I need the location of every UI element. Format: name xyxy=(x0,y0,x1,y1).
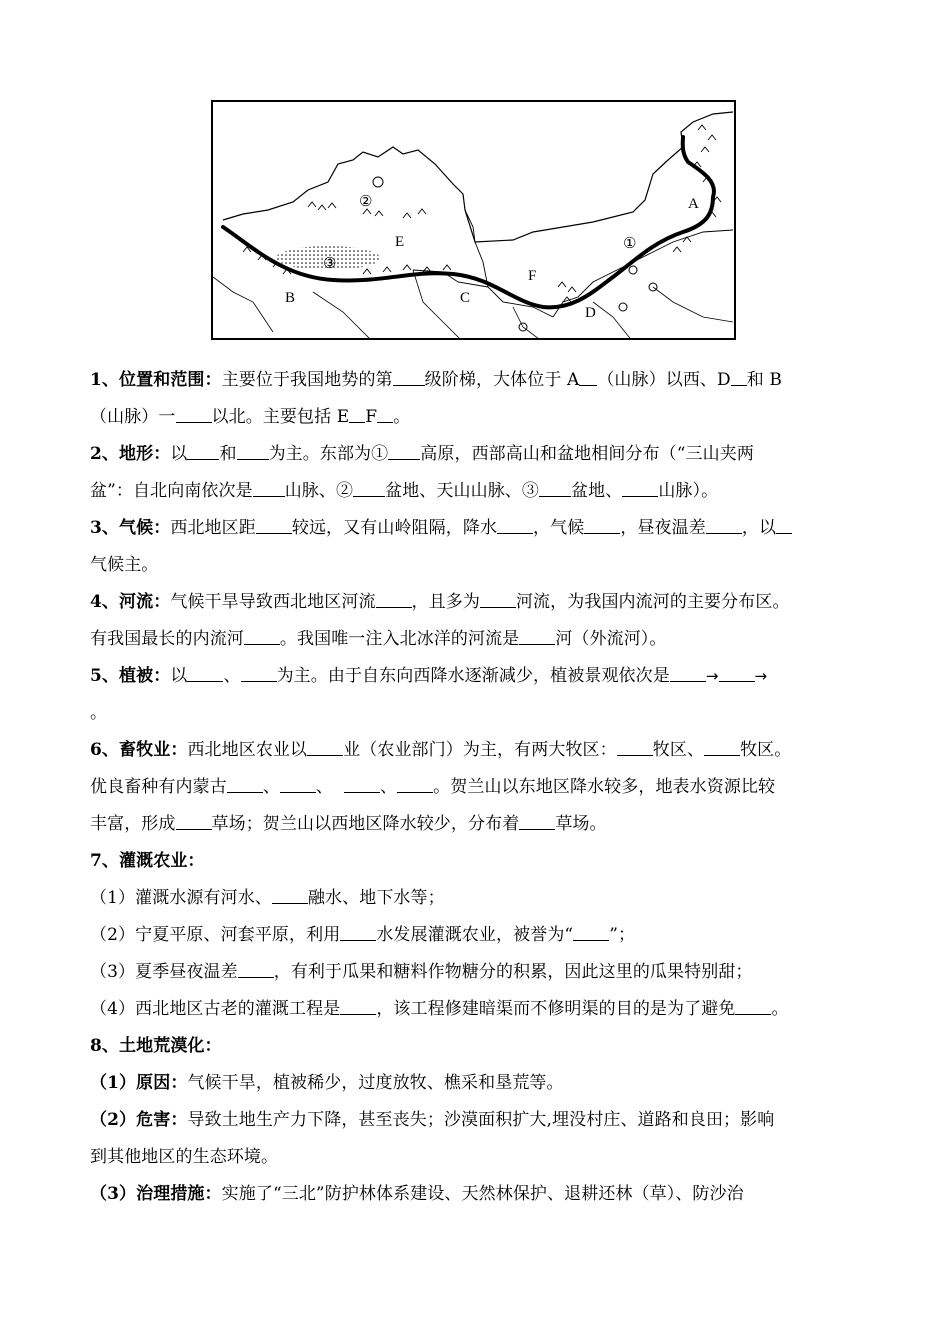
text: 盆地、 xyxy=(571,481,623,501)
answer-blank[interactable] xyxy=(176,405,212,423)
text: 丰富，形成 xyxy=(90,814,176,834)
answer-blank[interactable] xyxy=(377,405,393,423)
text: 草场。 xyxy=(555,814,607,834)
answer-blank[interactable] xyxy=(237,442,269,460)
map-label-circle-3: ③ xyxy=(323,256,337,272)
answer-blank[interactable] xyxy=(519,627,555,645)
text: 到其他地区的生态环境。 xyxy=(90,1147,279,1167)
mountain-symbols xyxy=(243,125,721,302)
text: 。 xyxy=(393,407,411,427)
text: ，昼夜温差 xyxy=(620,518,706,538)
text: 、 xyxy=(315,777,334,797)
text: 山脉）。 xyxy=(658,481,719,501)
text: 融水、地下水等； xyxy=(307,888,445,908)
answer-blank[interactable] xyxy=(241,664,277,682)
text: 为主。由于自东向西降水逐渐减少，植被景观依次是 xyxy=(276,666,670,686)
answer-blank[interactable] xyxy=(349,405,365,423)
answer-blank[interactable] xyxy=(670,664,706,682)
text: 实施了“三北”防护林体系建设、天然林保护、退耕还林（草）、防沙治 xyxy=(221,1184,744,1204)
lake-symbols xyxy=(373,177,657,331)
text: ，以 xyxy=(741,518,777,538)
map-label-B: B xyxy=(285,290,296,306)
arrow-icon: → xyxy=(754,667,768,685)
item-2-line-1 xyxy=(90,436,870,473)
answer-blank[interactable] xyxy=(497,516,533,534)
item-3-line-2 xyxy=(90,547,870,584)
answer-blank[interactable] xyxy=(256,516,292,534)
map-label-A: A xyxy=(688,196,699,212)
item-4-heading: 4、河流： xyxy=(90,592,171,612)
item-5-heading: 5、植被： xyxy=(90,666,171,686)
item-7-sub-1 xyxy=(90,880,870,917)
answer-blank[interactable] xyxy=(704,738,740,756)
answer-blank[interactable] xyxy=(244,627,280,645)
text: ，该工程修建暗渠而不修明渠的目的是为了避免 xyxy=(376,999,736,1019)
text: 。 xyxy=(90,703,108,723)
text: ，且多为 xyxy=(411,592,480,612)
item-1-line-2 xyxy=(90,399,870,436)
text: 为主。东部为① xyxy=(268,444,389,464)
text: 。 xyxy=(771,999,789,1019)
text: 、 xyxy=(380,777,398,797)
item-4-line-2 xyxy=(90,621,870,658)
answer-blank[interactable] xyxy=(344,775,380,793)
answer-blank[interactable] xyxy=(307,738,343,756)
text: 西北地区距 xyxy=(170,518,256,538)
item-3-line-1 xyxy=(90,510,870,547)
answer-blank[interactable] xyxy=(340,923,376,941)
answer-blank[interactable] xyxy=(617,738,653,756)
answer-blank[interactable] xyxy=(776,516,792,534)
map-label-D: D xyxy=(585,305,596,321)
item-8-sub-2-cont xyxy=(90,1139,870,1176)
map-label-F: F xyxy=(528,268,537,284)
text: F xyxy=(365,407,378,427)
text: 气候干旱导致西北地区河流 xyxy=(170,592,376,612)
item-6-heading: 6、畜牧业： xyxy=(90,740,188,760)
answer-blank[interactable] xyxy=(622,479,658,497)
text: 和 B xyxy=(746,370,782,390)
country-border xyxy=(223,112,733,242)
text: 。贺兰山以东地区降水较多，地表水资源比较 xyxy=(433,777,776,797)
answer-blank[interactable] xyxy=(340,997,376,1015)
text: （山脉）一 xyxy=(90,407,176,427)
text: 。我国唯一注入北冰洋的河流是 xyxy=(279,629,520,649)
answer-blank[interactable] xyxy=(579,368,597,386)
answer-blank[interactable] xyxy=(573,923,609,941)
item-7-heading: 7、灌溉农业： xyxy=(90,851,205,871)
item-5-line-1 xyxy=(90,658,870,695)
answer-blank[interactable] xyxy=(719,664,755,682)
arrow-icon: → xyxy=(705,667,719,685)
worksheet-text xyxy=(90,362,870,1213)
item-6-line-2 xyxy=(90,769,870,806)
text: 和 xyxy=(219,444,237,464)
answer-blank[interactable] xyxy=(539,479,571,497)
answer-blank[interactable] xyxy=(706,516,742,534)
text: 河流，为我国内流河的主要分布区。 xyxy=(515,592,790,612)
text: ，气候 xyxy=(533,518,585,538)
text: 盆”：自北向南依次是 xyxy=(90,481,253,501)
item-3-heading: 3、气候： xyxy=(90,518,171,538)
answer-blank[interactable] xyxy=(519,812,555,830)
item-1-heading: 1、位置和范围： xyxy=(90,370,222,390)
text: 气候干旱，植被稀少，过度放牧、樵采和垦荒等。 xyxy=(187,1073,564,1093)
item-2-heading: 2、地形： xyxy=(90,444,171,464)
item-8-sub-2 xyxy=(90,1102,870,1139)
item-5-line-2 xyxy=(90,695,870,732)
map-label-C: C xyxy=(460,290,471,306)
answer-blank[interactable] xyxy=(187,442,219,460)
answer-blank[interactable] xyxy=(388,442,420,460)
text: （山脉）以西、D xyxy=(597,370,731,390)
map-label-E: E xyxy=(395,234,405,250)
text: 主要位于我国地势的第 xyxy=(221,370,393,390)
answer-blank[interactable] xyxy=(238,960,274,978)
subheading: （3）治理措施： xyxy=(90,1184,222,1204)
item-4-line-1 xyxy=(90,584,870,621)
answer-blank[interactable] xyxy=(280,775,316,793)
text: 以北。主要包括 E xyxy=(211,407,350,427)
map-label-circle-2: ② xyxy=(359,194,373,210)
answer-blank[interactable] xyxy=(353,479,385,497)
answer-blank[interactable] xyxy=(480,590,516,608)
item-8-sub-1 xyxy=(90,1065,870,1102)
item-7-sub-3 xyxy=(90,954,870,991)
text: 山脉、② xyxy=(284,481,354,501)
northwest-china-map xyxy=(211,100,736,340)
map-svg xyxy=(213,102,736,340)
text: 导致土地生产力下降，甚至丧失；沙漠面积扩大,埋没村庄、道路和良田；影响 xyxy=(187,1110,775,1130)
text: 牧区、 xyxy=(652,740,705,760)
item-7-sub-2 xyxy=(90,917,870,954)
text: 河（外流河）。 xyxy=(555,629,667,649)
text: 水发展灌溉农业，被誉为“ xyxy=(376,925,574,945)
answer-blank[interactable] xyxy=(393,368,425,386)
text: 盆地、天山山脉、③ xyxy=(385,481,540,501)
item-8-heading: 8、土地荒漠化： xyxy=(90,1036,222,1056)
item-7-heading-line xyxy=(90,843,870,880)
text: ，有利于瓜果和糖料作物糖分的积累，因此这里的瓜果特别甜； xyxy=(273,962,753,982)
item-6-line-3 xyxy=(90,806,870,843)
answer-blank[interactable] xyxy=(397,775,433,793)
text: （3）夏季昼夜温差 xyxy=(90,962,238,982)
text: 较远，又有山岭阻隔，降水 xyxy=(291,518,498,538)
item-8-sub-3 xyxy=(90,1176,870,1213)
item-8-heading-line xyxy=(90,1028,870,1065)
text: 气候主。 xyxy=(90,555,159,575)
text: 业（农业部门）为主，有两大牧区： xyxy=(343,740,617,760)
item-7-sub-4 xyxy=(90,991,870,1028)
subheading: （2）危害： xyxy=(90,1110,188,1130)
item-6-line-1 xyxy=(90,732,870,769)
answer-blank[interactable] xyxy=(227,775,263,793)
text: 、 xyxy=(223,666,241,686)
text: （2）宁夏平原、河套平原，利用 xyxy=(90,925,341,945)
answer-blank[interactable] xyxy=(735,997,771,1015)
text: 西北地区农业以 xyxy=(187,740,308,760)
text: 以 xyxy=(170,444,188,464)
answer-blank[interactable] xyxy=(187,664,223,682)
item-1-line-1 xyxy=(90,362,870,399)
answer-blank[interactable] xyxy=(253,479,285,497)
text: 级阶梯，大体位于 A xyxy=(424,370,580,390)
text: 、 xyxy=(262,777,280,797)
text: 高原，西部高山和盆地相间分布（“三山夹两 xyxy=(420,444,754,464)
text: 牧区。 xyxy=(740,740,792,760)
answer-blank[interactable] xyxy=(376,590,412,608)
text: 以 xyxy=(170,666,188,686)
text: 草场；贺兰山以西地区降水较少，分布着 xyxy=(211,814,520,834)
text: （4）西北地区古老的灌溉工程是 xyxy=(90,999,341,1019)
text: ”； xyxy=(609,925,636,945)
map-label-circle-1: ① xyxy=(623,236,637,252)
answer-blank[interactable] xyxy=(176,812,212,830)
answer-blank[interactable] xyxy=(584,516,620,534)
item-2-line-2 xyxy=(90,473,870,510)
subheading: （1）原因： xyxy=(90,1073,188,1093)
answer-blank[interactable] xyxy=(731,368,747,386)
answer-blank[interactable] xyxy=(272,886,308,904)
text: 优良畜种有内蒙古 xyxy=(90,777,227,797)
text: （1）灌溉水源有河水、 xyxy=(90,888,272,908)
text: 有我国最长的内流河 xyxy=(90,629,244,649)
